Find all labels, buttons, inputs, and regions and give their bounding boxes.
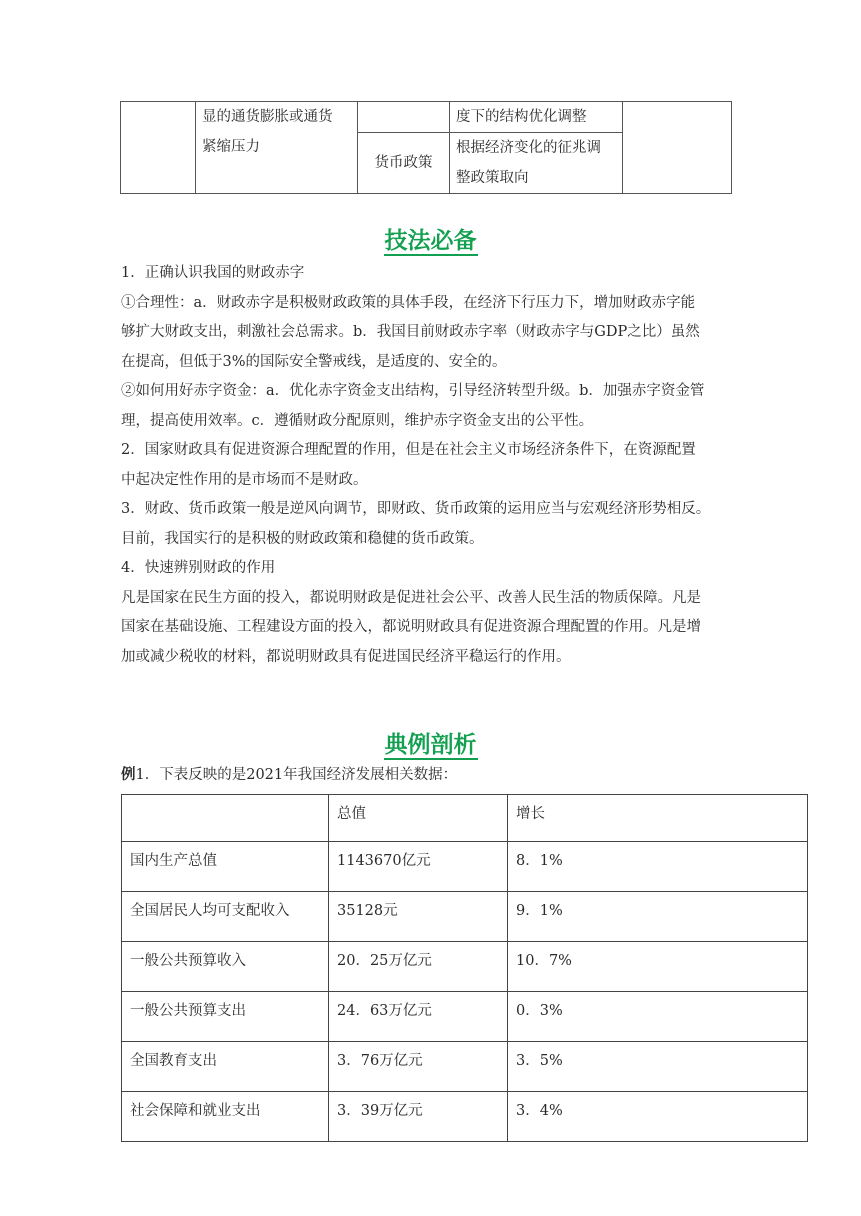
table-cell: 3．5%: [508, 1042, 808, 1092]
table-cell: 10．7%: [508, 942, 808, 992]
paragraph-line: 目前，我国实行的是积极的财政政策和稳健的货币政策。: [121, 530, 484, 547]
table-cell: 社会保障和就业支出: [122, 1092, 329, 1142]
cell-text-line: 显的通货膨胀或通货: [202, 109, 333, 125]
table-header-cell: 总值: [329, 795, 508, 842]
example-text: 1．下表反映的是2021年我国经济发展相关数据：: [135, 767, 458, 783]
table-cell: 1143670亿元: [329, 842, 508, 892]
table-cell-effect: [196, 102, 358, 194]
table-cell: 35128元: [329, 892, 508, 942]
table-cell: 全国教育支出: [122, 1042, 329, 1092]
paragraph-line: 中起决定性作用的是市场而不是财政。: [121, 471, 368, 488]
paragraph-line: 凡是国家在民生方面的投入，都说明财政是促进社会公平、改善人民生活的物质保障。凡是: [121, 589, 701, 606]
paragraph-line: 加或减少税收的材料，都说明财政具有促进国民经济平稳运行的作用。: [121, 648, 571, 665]
section-title-examples: [0, 726, 861, 759]
table-cell-empty: [121, 102, 196, 194]
table-cell: 全国居民人均可支配收入: [122, 892, 329, 942]
section-title-text: 典例剖析: [384, 732, 477, 758]
table-cell: 国内生产总值: [122, 842, 329, 892]
table-cell-content: 度下的结构优化调整: [450, 102, 623, 133]
economic-data-table: [121, 794, 808, 1142]
example-label: 例: [121, 767, 136, 783]
paragraph-line: 理，提高使用效率。c．遵循财政分配原则，维护赤字资金支出的公平性。: [121, 412, 594, 429]
table-cell: 8．1%: [508, 842, 808, 892]
cell-text-line: 根据经济变化的征兆调: [456, 140, 601, 156]
paragraph-line: 在提高，但低于3%的国际安全警戒线，是适度的、安全的。: [121, 353, 507, 370]
techniques-body: [121, 259, 761, 672]
table-cell: 9．1%: [508, 892, 808, 942]
section-title-techniques: [0, 222, 861, 255]
paragraph-line: 3．财政、货币政策一般是逆风向调节，即财政、货币政策的运用应当与宏观经济形势相反。: [121, 501, 711, 517]
paragraph-line: 够扩大财政支出，刺激社会总需求。b．我国目前财政赤字率（财政赤字与GDP之比）虽然: [121, 324, 700, 340]
section-title-text: 技法必备: [384, 228, 477, 254]
table-cell: 3．4%: [508, 1092, 808, 1142]
cell-text-line: 整政策取向: [456, 170, 529, 186]
table-header-cell: 增长: [508, 795, 808, 842]
table-header-cell: [122, 795, 329, 842]
table-cell-empty: [623, 102, 732, 194]
example-intro: [121, 764, 457, 786]
paragraph-line: 国家在基础设施、工程建设方面的投入，都说明财政具有促进资源合理配置的作用。凡是增: [121, 619, 701, 635]
table-cell: 3．76万亿元: [329, 1042, 508, 1092]
paragraph-line: ①合理性：a．财政赤字是积极财政政策的具体手段，在经济下行压力下，增加财政赤字能: [121, 294, 696, 311]
paragraph-line: ②如何用好赤字资金：a．优化赤字资金支出结构，引导经济转型升级。b．加强赤字资金管: [121, 383, 705, 399]
table-row: [122, 1092, 808, 1142]
table-row: [122, 842, 808, 892]
table-cell-monetary-policy: 货币政策: [358, 133, 450, 194]
table-cell: 20．25万亿元: [329, 942, 508, 992]
table-row: [122, 942, 808, 992]
table-cell: 0．3%: [508, 992, 808, 1042]
paragraph-line: 2．国家财政具有促进资源合理配置的作用，但是在社会主义市场经济条件下，在资源配置: [121, 442, 696, 458]
table-cell-content: [450, 133, 623, 194]
table-row: [122, 1042, 808, 1092]
cell-text-line: 紧缩压力: [202, 139, 260, 155]
table-row: [122, 992, 808, 1042]
paragraph-line: 1．正确认识我国的财政赤字: [121, 265, 305, 281]
table-cell: 一般公共预算收入: [122, 942, 329, 992]
table-header-row: [122, 795, 808, 842]
policy-comparison-table-continued: [120, 101, 732, 194]
table-cell: 3．39万亿元: [329, 1092, 508, 1142]
table-cell-empty: [358, 102, 450, 133]
paragraph-line: 4．快速辨别财政的作用: [121, 560, 276, 576]
table-cell: 24．63万亿元: [329, 992, 508, 1042]
table-cell: 一般公共预算支出: [122, 992, 329, 1042]
table-row: [122, 892, 808, 942]
